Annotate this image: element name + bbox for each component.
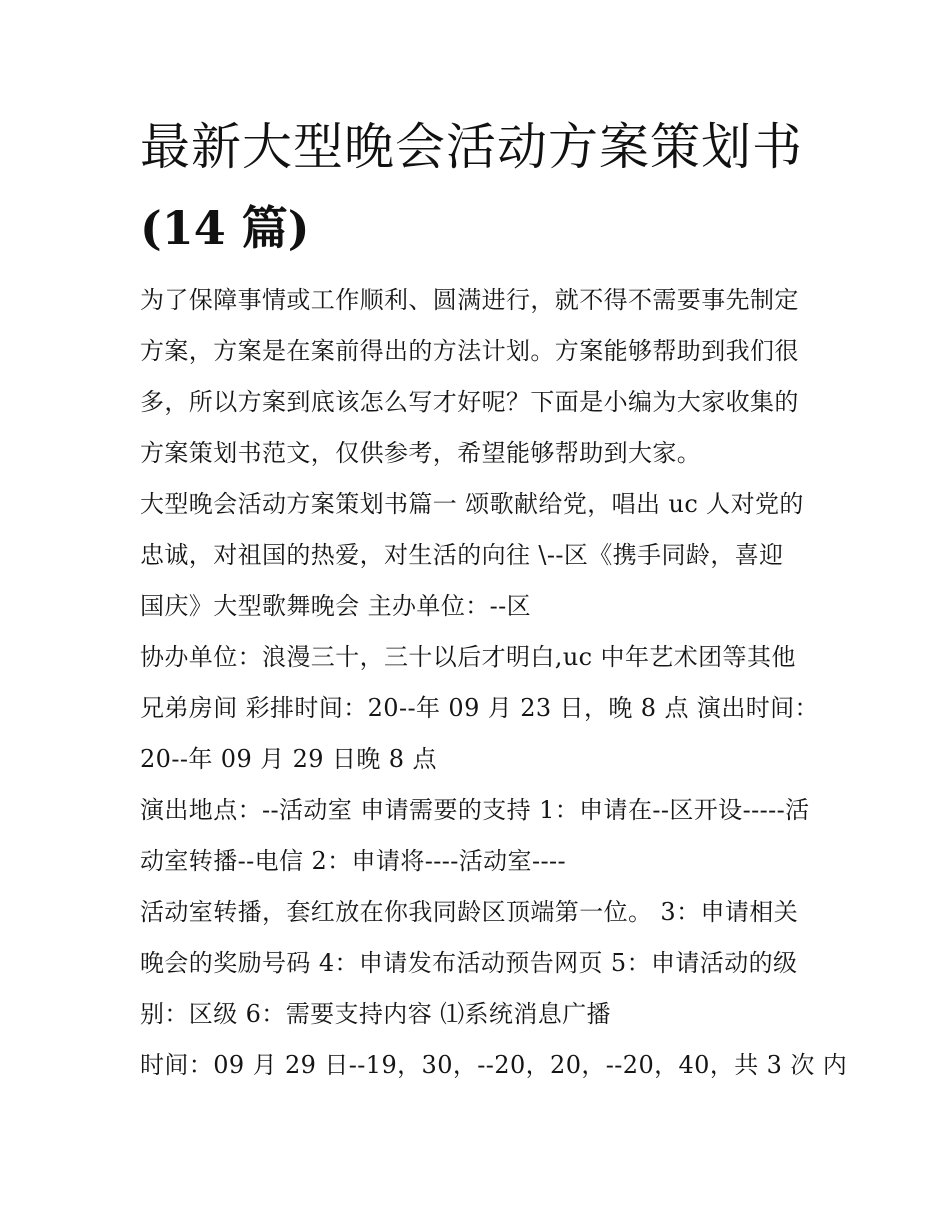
- document-title-count: (14 篇): [140, 201, 310, 255]
- body-text-line: 忠诚，对祖国的热爱，对生活的向往 \--区《携手同龄，喜迎: [140, 541, 784, 569]
- body-text-line: 大型晚会活动方案策划书篇一 颂歌献给党，唱出 uc 人对党的: [140, 490, 804, 518]
- body-text-line: 多，所以方案到底该怎么写才好呢？下面是小编为大家收集的: [140, 388, 799, 416]
- body-text-line: 晚会的奖励号码 4：申请发布活动预告网页 5：申请活动的级: [140, 949, 798, 977]
- body-text-line: 20--年 09 月 29 日晚 8 点: [140, 745, 437, 773]
- body-text-line: 兄弟房间 彩排时间：20--年 09 月 23 日，晚 8 点 演出时间：: [140, 694, 819, 722]
- body-text-line: 时间：09 月 29 日--19，30，--20，20，--20，40，共 3 次 内: [140, 1051, 848, 1079]
- document-title: 最新大型晚会活动方案策划书: [140, 118, 803, 176]
- body-text-line: 为了保障事情或工作顺利、圆满进行，就不得不需要事先制定: [140, 286, 799, 314]
- body-text-line: 国庆》大型歌舞晚会 主办单位：--区: [140, 592, 532, 620]
- body-text-line: 演出地点：--活动室 申请需要的支持 1：申请在--区开设-----活: [140, 796, 810, 824]
- body-text-line: 方案策划书范文，仅供参考，希望能够帮助到大家。: [140, 439, 702, 467]
- body-text-line: 协办单位：浪漫三十，三十以后才明白,uc 中年艺术团等其他: [140, 643, 796, 671]
- body-text-line: 别：区级 6：需要支持内容 ⑴系统消息广播: [140, 1000, 611, 1028]
- body-text-line: 方案，方案是在案前得出的方法计划。方案能够帮助到我们很: [140, 337, 799, 365]
- body-text-line: 动室转播--电信 2：申请将----活动室----: [140, 847, 566, 875]
- body-text-line: 活动室转播，套红放在你我同龄区顶端第一位。 3：申请相关: [140, 898, 799, 926]
